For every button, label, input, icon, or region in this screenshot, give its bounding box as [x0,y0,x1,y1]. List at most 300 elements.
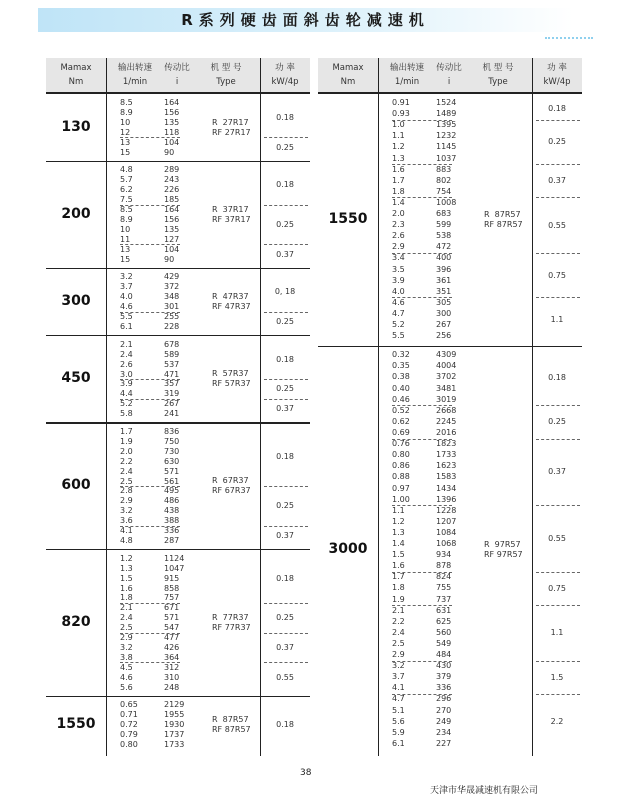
ratio: 255 [164,312,180,322]
ratio: 256 [436,331,452,341]
header-label: 输出转速 [117,63,152,73]
model-type: RF 97R57 [484,550,523,560]
power-value: 0.25 [276,219,294,229]
header-unit: Type [216,77,236,87]
power-separator [536,120,580,121]
power-separator [392,661,452,662]
ratio: 156 [164,214,180,224]
output-speed: 2.1 [392,605,405,615]
power-value: 0.37 [548,176,566,186]
ratio: 1008 [436,197,457,207]
header-unit: 1/min [122,77,148,87]
output-speed: 2.1 [120,603,133,613]
power-separator [392,164,452,165]
ratio: 561 [164,476,180,486]
output-speed: 2.3 [392,220,405,230]
ratio: 472 [436,242,452,252]
output-speed: 3.9 [392,275,405,285]
group-divider [46,422,310,423]
ratio: 484 [436,650,452,660]
output-speed: 0.80 [392,450,410,460]
torque-value: 1550 [56,716,96,733]
ratio: 495 [164,486,180,496]
column-divider [106,58,107,756]
output-speed: 2.5 [120,623,133,633]
group-divider [318,346,582,347]
model-type: RF 37R17 [212,214,251,224]
model-type: RF 87R57 [212,725,251,735]
header-label: 功 率 [547,63,567,73]
output-speed: 1.2 [120,553,133,563]
output-speed: 0.71 [120,710,138,720]
power-separator [392,405,452,406]
power-separator [392,120,452,121]
output-speed: 2.4 [120,466,133,476]
ratio: 348 [164,292,180,302]
title-banner [38,8,573,32]
output-speed: 5.8 [120,409,133,419]
power-separator [264,205,308,206]
ratio: 438 [164,506,180,516]
ratio: 135 [164,224,180,234]
output-speed: 0.91 [392,98,410,107]
power-separator [120,486,180,487]
output-speed: 1.7 [120,427,133,437]
ratio: 241 [164,409,180,419]
model-type: R 67R37 [212,476,249,486]
output-speed: 4.7 [392,694,405,704]
ratio: 802 [436,175,452,185]
power-separator [392,197,452,198]
output-speed: 4.8 [120,165,133,175]
ratio: 226 [164,185,180,195]
output-speed: 1.7 [392,572,405,582]
ratio: 1037 [436,153,457,163]
power-separator [392,505,452,506]
output-speed: 0.97 [392,483,410,493]
power-separator [392,297,452,298]
ratio: 164 [164,98,180,107]
output-speed: 2.5 [120,476,133,486]
ratio: 2668 [436,405,457,415]
ratio: 267 [164,399,180,409]
power-separator [392,253,452,254]
output-speed: 5.6 [392,716,405,726]
output-speed: 1.6 [392,164,405,174]
torque-value: 200 [61,205,91,222]
power-value: 0.55 [548,220,566,230]
group-divider [46,161,310,162]
output-speed: 0.32 [392,350,410,360]
power-separator [264,526,308,527]
ratio: 228 [164,321,180,331]
output-speed: 2.6 [392,231,405,241]
power-value: 0.18 [276,573,294,583]
ratio: 1930 [164,720,185,730]
output-speed: 3.0 [120,369,133,379]
ratio: 883 [436,164,452,174]
power-separator [120,633,180,634]
output-speed: 8.5 [120,98,133,107]
ratio: 1145 [436,142,457,152]
ratio: 1047 [164,563,185,573]
output-speed: 15 [120,147,131,157]
ratio: 300 [436,308,452,318]
header-label: 功 率 [275,63,295,73]
power-separator [120,379,180,380]
ratio: 310 [164,672,180,682]
power-separator [392,439,452,440]
output-speed: 2.4 [120,349,133,359]
output-speed: 3.2 [120,506,133,516]
output-speed: 2.2 [120,456,133,466]
ratio: 305 [436,297,452,307]
ratio: 471 [164,369,180,379]
output-speed: 0.72 [120,720,138,730]
model-type: RF 57R37 [212,379,251,389]
power-value: 0.18 [276,180,294,190]
power-value: 0.18 [548,373,566,383]
ratio: 1583 [436,472,457,482]
header-unit: 1/min [394,77,420,87]
output-speed: 1.1 [392,131,405,141]
ratio: 878 [436,561,452,571]
ratio: 683 [436,209,452,219]
power-separator [120,603,180,604]
torque-value: 130 [61,118,91,135]
ratio: 1733 [436,450,457,460]
group-divider [46,696,310,697]
power-separator [120,399,180,400]
power-value: 0, 18 [274,287,296,297]
ratio: 915 [164,573,180,583]
ratio: 1524 [436,98,457,107]
ratio: 3019 [436,394,457,404]
ratio: 336 [164,526,180,536]
output-speed: 1.5 [120,573,133,583]
model-type: RF 27R17 [212,127,251,137]
output-speed: 1.2 [392,516,405,526]
ratio: 630 [164,456,180,466]
company-name: 天津市华晟减速机有限公司 [430,786,539,796]
ratio: 571 [164,466,180,476]
output-speed: 7.5 [120,195,133,205]
power-separator [536,572,580,573]
table-header [46,58,310,94]
power-separator [120,312,180,313]
ratio: 400 [436,253,452,263]
power-separator [536,405,580,406]
ratio: 560 [436,627,452,637]
ratio: 1434 [436,483,457,493]
power-value: 0.25 [276,501,294,511]
ratio: 287 [164,535,180,545]
power-value: 0.25 [276,316,294,326]
output-speed: 8.5 [120,205,133,215]
output-speed: 2.4 [392,627,405,637]
output-speed: 1.9 [392,594,405,604]
ratio: 135 [164,117,180,127]
output-speed: 4.6 [120,302,133,312]
output-speed: 6.1 [392,738,405,748]
output-speed: 3.7 [120,282,133,292]
power-separator [536,164,580,165]
header-label: 传动比 [436,63,462,73]
header-unit: i [447,77,451,87]
power-separator [120,137,180,138]
output-speed: 3.6 [120,516,133,526]
output-speed: 5.6 [120,682,133,692]
power-value: 0.25 [548,417,566,427]
ratio: 357 [164,379,180,389]
ratio: 4004 [436,361,457,371]
model-type: R 57R37 [212,369,249,379]
ratio: 2016 [436,428,457,437]
output-speed: 1.4 [392,539,405,549]
torque-value: 3000 [328,541,368,558]
output-speed: 2.2 [392,616,405,626]
ratio: 1084 [436,527,457,537]
ratio: 589 [164,349,180,359]
torque-value: 450 [61,370,91,387]
ratio: 227 [436,738,452,748]
output-speed: 0.93 [392,109,410,119]
torque-value: 300 [61,293,91,310]
torque-value: 600 [61,477,91,494]
power-separator [536,439,580,440]
power-separator [392,605,452,606]
output-speed: 5.7 [120,175,133,185]
power-separator [392,694,452,695]
power-value: 0.37 [276,404,294,414]
output-speed: 0.86 [392,461,410,471]
ratio: 858 [164,583,180,593]
model-type: R 47R37 [212,292,249,302]
power-separator [536,197,580,198]
power-value: 0.25 [276,613,294,623]
power-separator [264,312,308,313]
ratio: 156 [164,107,180,117]
ratio: 118 [164,127,180,137]
output-speed: 1.8 [392,186,405,196]
output-speed: 3.5 [392,264,405,274]
ratio: 757 [164,593,180,603]
header-unit: Nm [340,77,356,87]
torque-value: 1550 [328,211,368,228]
ratio: 430 [436,661,452,671]
power-separator [536,253,580,254]
ratio: 754 [436,186,452,196]
ratio: 631 [436,605,452,615]
header-unit: kW/4p [543,77,571,87]
output-speed: 2.5 [392,638,405,648]
group-divider [46,335,310,336]
output-speed: 4.5 [120,662,133,672]
page-number: 38 [300,768,312,778]
ratio: 104 [164,244,180,254]
output-speed: 10 [120,224,131,234]
column-divider [532,58,533,756]
output-speed: 13 [120,244,131,254]
power-separator [264,379,308,380]
power-separator [264,137,308,138]
output-speed: 0.65 [120,700,138,710]
table-right [318,58,582,756]
ratio: 1955 [164,710,185,720]
power-value: 0.25 [276,142,294,152]
ratio: 396 [436,264,452,274]
power-separator [264,399,308,400]
output-speed: 4.8 [120,535,133,545]
ratio: 372 [164,282,180,292]
power-value: 2.2 [550,717,564,727]
output-speed: 1.1 [392,505,405,515]
output-speed: 4.0 [392,286,405,296]
output-speed: 1.3 [392,527,405,537]
power-value: 0.75 [548,270,566,280]
output-speed: 2.9 [392,242,405,252]
power-value: 0.37 [276,249,294,259]
ratio: 185 [164,195,180,205]
output-speed: 3.4 [392,253,405,263]
ratio: 301 [164,302,180,312]
power-value: 0.75 [548,584,566,593]
output-speed: 4.6 [120,672,133,682]
header-label: 传动比 [164,63,190,73]
output-speed: 2.0 [392,209,405,219]
output-speed: 5.1 [392,705,405,715]
ratio: 1228 [436,505,457,515]
ratio: 90 [164,254,175,264]
output-speed: 3.8 [120,652,133,662]
model-type: R 97R57 [484,540,521,550]
ratio: 4309 [436,350,457,360]
power-separator [264,662,308,663]
power-value: 0.55 [276,672,294,682]
output-speed: 1.9 [120,436,133,446]
output-speed: 5.5 [120,312,133,322]
output-speed: 5.2 [120,399,133,409]
power-value: 0.55 [548,534,566,544]
ratio: 678 [164,339,180,349]
output-speed: 1.2 [392,142,405,152]
power-value: 0.18 [276,451,294,461]
power-value: 0.25 [548,137,566,147]
ratio: 1737 [164,730,185,740]
output-speed: 5.2 [392,320,405,330]
ratio: 267 [436,320,452,330]
ratio: 243 [164,175,180,185]
power-separator [536,297,580,298]
power-separator [120,526,180,527]
ratio: 934 [436,550,452,560]
output-speed: 2.0 [120,446,133,456]
ratio: 2245 [436,416,457,426]
output-speed: 3.2 [120,642,133,652]
power-value: 0.18 [548,104,566,114]
ratio: 270 [436,705,452,715]
ratio: 730 [164,446,180,456]
ratio: 127 [164,234,180,244]
output-speed: 1.4 [392,197,405,207]
output-speed: 0.76 [392,439,410,449]
output-speed: 8.9 [120,107,133,117]
power-separator [392,572,452,573]
power-separator [536,661,580,662]
output-speed: 12 [120,127,131,137]
ratio: 1733 [164,740,185,750]
output-speed: 10 [120,117,131,127]
ratio: 1623 [436,461,457,471]
output-speed: 4.0 [120,292,133,302]
ratio: 1207 [436,516,457,526]
output-speed: 1.0 [392,120,405,130]
ratio: 549 [436,638,452,648]
model-type: RF 87R57 [484,220,523,230]
power-separator [536,694,580,695]
output-speed: 0.88 [392,472,410,482]
ratio: 486 [164,496,180,506]
power-value: 0.18 [276,720,294,730]
power-value: 0.37 [548,467,566,477]
output-speed: 2.4 [120,613,133,623]
output-speed: 4.6 [392,297,405,307]
ratio: 599 [436,220,452,230]
output-speed: 0.79 [120,730,138,740]
ratio: 379 [436,672,452,682]
model-type: R 37R17 [212,204,249,214]
ratio: 537 [164,359,180,369]
ratio: 538 [436,231,452,241]
output-speed: 1.6 [392,561,405,571]
ratio: 289 [164,165,180,175]
output-speed: 0.35 [392,361,410,371]
model-type: RF 67R37 [212,486,251,496]
ratio: 1396 [436,494,457,504]
header-label: Mamax [332,63,364,73]
output-speed: 8.9 [120,214,133,224]
output-speed: 3.9 [120,379,133,389]
output-speed: 2.9 [120,633,133,643]
output-speed: 0.80 [120,740,138,750]
output-speed: 3.7 [392,672,405,682]
ratio: 824 [436,572,452,582]
ratio: 90 [164,147,175,157]
output-speed: 0.69 [392,428,410,437]
decorative-dots [545,37,593,42]
output-speed: 1.3 [120,563,133,573]
model-type: RF 47R37 [212,302,251,312]
header-label: 机 型 号 [210,63,242,73]
power-separator [264,633,308,634]
ratio: 1489 [436,109,457,119]
output-speed: 2.1 [120,339,133,349]
output-speed: 0.46 [392,394,410,404]
ratio: 750 [164,436,180,446]
output-speed: 2.9 [120,496,133,506]
power-separator [536,505,580,506]
table-header [318,58,582,94]
ratio: 755 [436,583,452,593]
output-speed: 4.1 [120,526,133,536]
output-speed: 1.6 [120,583,133,593]
power-separator [120,662,180,663]
table-left [46,58,310,756]
ratio: 336 [436,683,452,693]
model-type: R 77R37 [212,613,249,623]
ratio: 1068 [436,539,457,549]
output-speed: 2.8 [120,486,133,496]
